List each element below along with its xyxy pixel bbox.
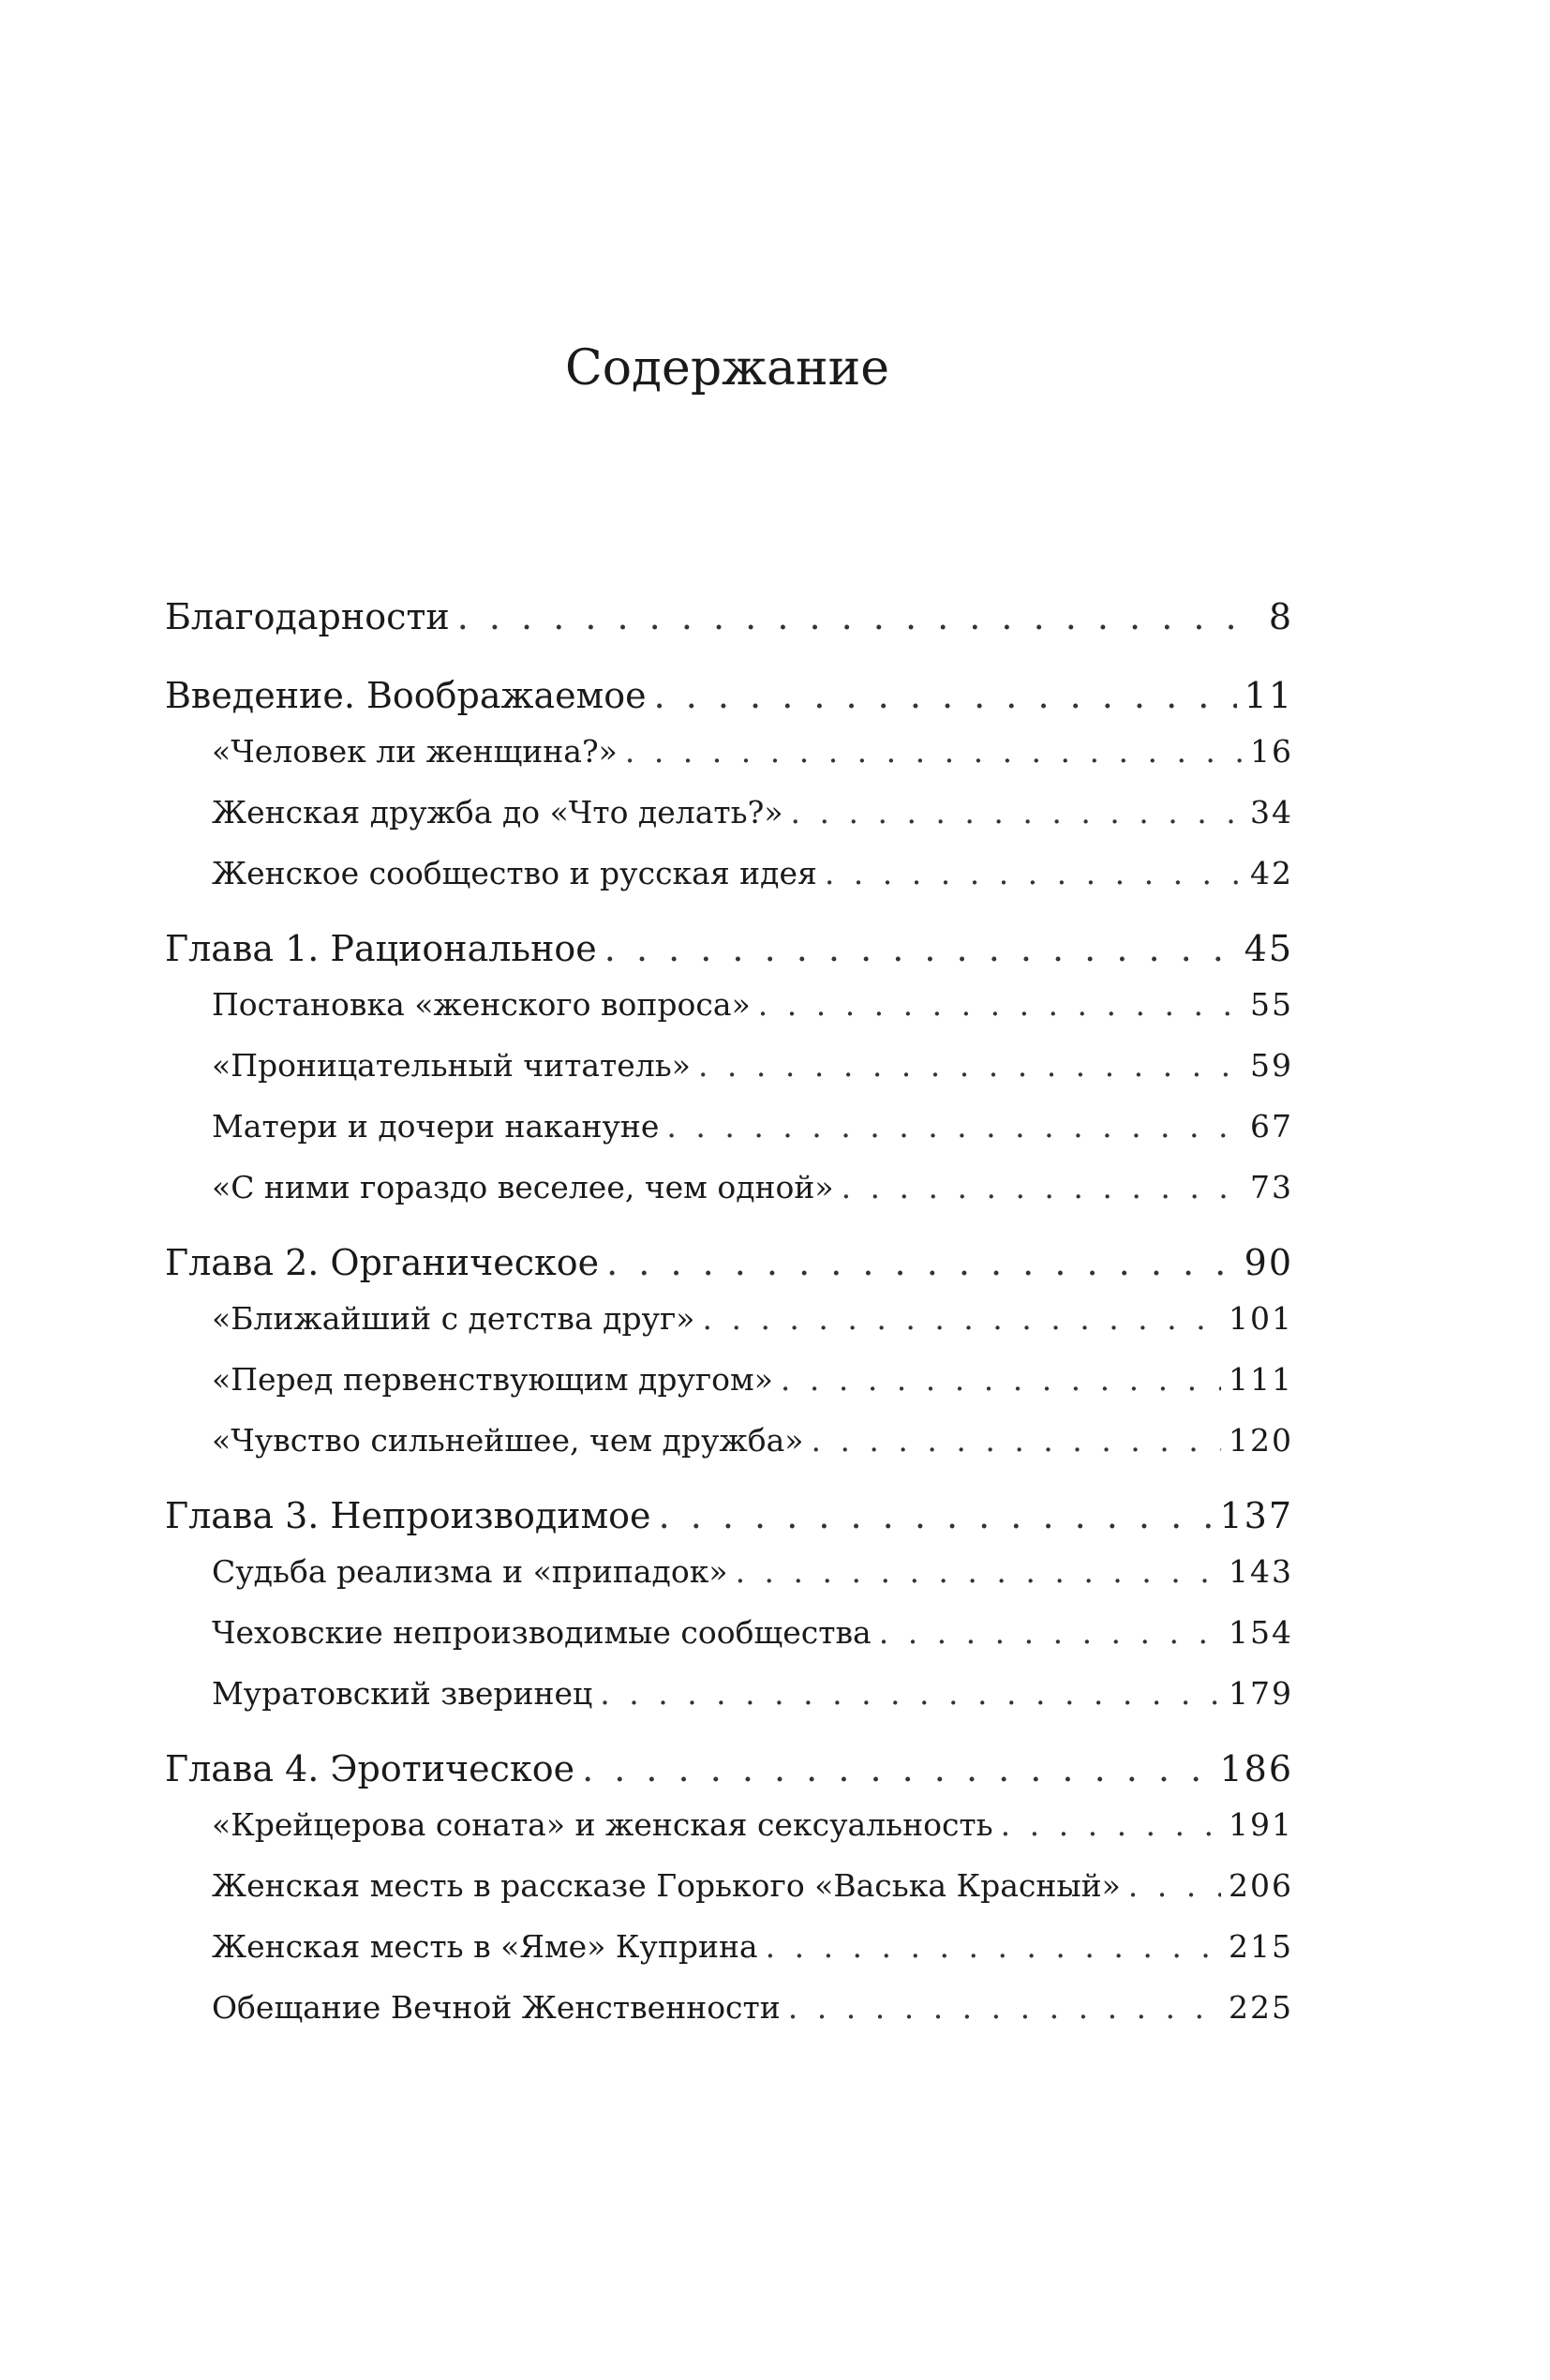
toc-subentry[interactable]: [165, 1671, 1293, 1716]
toc-subentry[interactable]: [165, 1985, 1293, 2030]
toc-subentry[interactable]: [165, 1418, 1293, 1463]
toc-page-number: 206: [1229, 1867, 1293, 1904]
toc-entry-title: Глава 4. Эротическое: [165, 1748, 575, 1789]
toc-page-number: 179: [1229, 1675, 1293, 1712]
toc-page-number: 90: [1244, 1242, 1293, 1283]
toc-subentry[interactable]: [165, 1549, 1293, 1594]
toc-dot-leader: [879, 1610, 1221, 1655]
toc-subentry[interactable]: [165, 1043, 1293, 1088]
toc-subentry[interactable]: [165, 851, 1293, 896]
toc-page-number: 42: [1250, 855, 1293, 891]
toc-entry-title: Обещание Вечной Женственности: [212, 1989, 781, 2026]
toc-dot-leader: [791, 790, 1243, 835]
toc-entry-title: «Проницательный читатель»: [212, 1047, 691, 1084]
toc-dot-leader: [781, 1357, 1221, 1402]
toc-subentry[interactable]: [165, 790, 1293, 835]
toc-dot-leader: [788, 1985, 1221, 2030]
toc-dot-leader: [666, 1104, 1243, 1149]
toc-page-number: 45: [1244, 928, 1293, 969]
toc-dot-leader: [825, 851, 1243, 896]
toc-entry-title: Женская дружба до «Что делать?»: [212, 794, 783, 831]
toc-entry[interactable]: [165, 922, 1293, 975]
toc-subentry[interactable]: [165, 729, 1293, 774]
toc-entry[interactable]: [165, 1489, 1293, 1542]
toc-page-number: 55: [1250, 986, 1293, 1023]
toc-entry-title: «Чувство сильнейшее, чем дружба»: [212, 1422, 804, 1459]
toc-page-number: 137: [1219, 1495, 1293, 1536]
toc-entry[interactable]: [165, 1236, 1293, 1289]
toc-entry-title: «Крейцерова соната» и женская сексуальность: [212, 1806, 993, 1843]
toc-dot-leader: [842, 1165, 1243, 1210]
toc-entry-title: Введение. Воображаемое: [165, 675, 647, 716]
toc-dot-leader: [604, 922, 1237, 975]
toc-subentry[interactable]: [165, 1104, 1293, 1149]
toc-page-number: 34: [1250, 794, 1293, 831]
toc-dot-leader: [606, 1236, 1237, 1289]
toc-dot-leader: [654, 669, 1237, 722]
toc-entry-title: Матери и дочери накануне: [212, 1108, 660, 1145]
toc-subentry[interactable]: [165, 1165, 1293, 1210]
toc-subentry[interactable]: [165, 1296, 1293, 1341]
table-of-contents: [165, 591, 1293, 2030]
toc-subentry[interactable]: [165, 1924, 1293, 1969]
toc-entry-title: «Человек ли женщина?»: [212, 733, 618, 770]
toc-subentry[interactable]: [165, 1357, 1293, 1402]
toc-page-number: 143: [1229, 1553, 1293, 1590]
toc-subentry[interactable]: [165, 1864, 1293, 1908]
toc-page-number: 59: [1250, 1047, 1293, 1084]
toc-entry-title: «Ближайший с детства друг»: [212, 1300, 695, 1337]
toc-dot-leader: [736, 1549, 1221, 1594]
toc-page-number: 8: [1268, 596, 1293, 637]
toc-entry-title: Женская месть в «Яме» Куприна: [212, 1928, 758, 1965]
toc-page-number: 191: [1229, 1806, 1293, 1843]
toc-dot-leader: [758, 982, 1243, 1027]
toc-page-number: 11: [1244, 675, 1293, 716]
toc-page-number: 67: [1250, 1108, 1293, 1145]
toc-dot-leader: [659, 1489, 1213, 1542]
toc-subentry[interactable]: [165, 1610, 1293, 1655]
toc-entry-title: Глава 3. Непроизводимое: [165, 1495, 651, 1536]
toc-entry-title: Благодарности: [165, 596, 450, 637]
toc-entry-title: Глава 2. Органическое: [165, 1242, 600, 1283]
toc-dot-leader: [457, 591, 1258, 643]
toc-dot-leader: [811, 1418, 1221, 1463]
toc-entry-title: «Перед первенствующим другом»: [212, 1361, 773, 1398]
toc-page-number: 101: [1229, 1300, 1293, 1337]
toc-dot-leader: [698, 1043, 1243, 1088]
toc-page-number: 154: [1229, 1614, 1293, 1651]
toc-entry-title: Глава 1. Рациональное: [165, 928, 597, 969]
toc-entry-title: Муратовский зверинец: [212, 1675, 593, 1712]
toc-page-number: 215: [1229, 1928, 1293, 1965]
toc-page-number: 120: [1229, 1422, 1293, 1459]
toc-entry-title: Женское сообщество и русская идея: [212, 855, 817, 891]
toc-entry-title: Женская месть в рассказе Горького «Васька Красный»: [212, 1867, 1121, 1904]
toc-entry-title: Постановка «женского вопроса»: [212, 986, 751, 1023]
toc-dot-leader: [702, 1296, 1221, 1341]
toc-entry[interactable]: [165, 669, 1293, 722]
toc-entry[interactable]: [165, 591, 1293, 643]
toc-subentry[interactable]: [165, 982, 1293, 1027]
toc-page-number: 73: [1250, 1169, 1293, 1205]
toc-dot-leader: [582, 1743, 1212, 1795]
toc-entry[interactable]: [165, 1743, 1293, 1795]
page-title: Содержание: [564, 340, 890, 397]
toc-dot-leader: [600, 1671, 1221, 1716]
toc-dot-leader: [766, 1924, 1221, 1969]
toc-page-number: 225: [1229, 1989, 1293, 2026]
toc-page-number: 111: [1229, 1361, 1293, 1398]
toc-entry-title: Судьба реализма и «припадок»: [212, 1553, 728, 1590]
toc-entry-title: «С ними гораздо веселее, чем одной»: [212, 1169, 834, 1205]
toc-entry-title: Чеховские непроизводимые сообщества: [212, 1614, 872, 1651]
toc-subentry[interactable]: [165, 1803, 1293, 1848]
toc-page-number: 16: [1250, 733, 1293, 770]
toc-dot-leader: [1001, 1803, 1221, 1848]
toc-page-number: 186: [1219, 1748, 1293, 1789]
toc-dot-leader: [1128, 1864, 1221, 1908]
toc-dot-leader: [625, 729, 1243, 774]
